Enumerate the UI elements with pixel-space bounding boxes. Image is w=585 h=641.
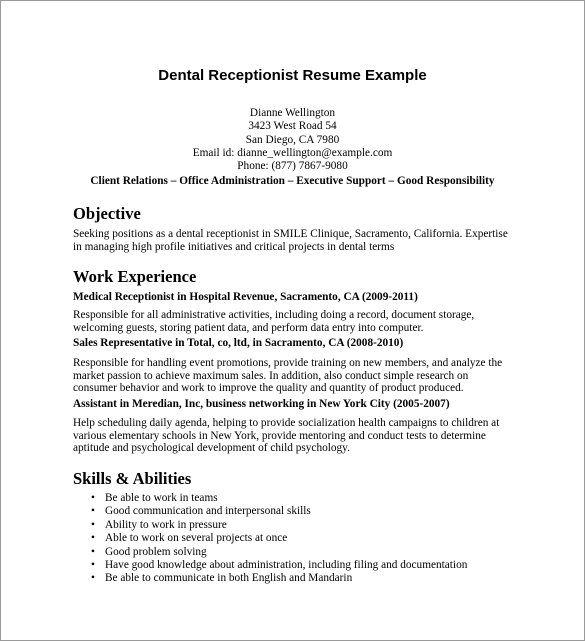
- skill-text: Be able to communicate in both English and Mandarin: [105, 572, 353, 585]
- highlights-line: Client Relations – Office Administration – Executive Support – Good Responsibility: [90, 175, 495, 187]
- list-item: [91, 492, 467, 505]
- work-experience-heading: Work Experience: [73, 267, 197, 286]
- contact-email: Email id: dianne_wellington@example.com: [192, 146, 393, 159]
- job-description: Responsible for all administrative activities, including doing a record, document storage, welcoming guests, storing patient data, and perform data entry into computer.: [73, 309, 475, 334]
- document-title: Dental Receptionist Resume Example: [158, 67, 427, 84]
- skills-heading: Skills & Abilities: [73, 469, 192, 488]
- list-item: [91, 505, 467, 518]
- list-item: [91, 519, 467, 532]
- bullet-icon: •: [91, 505, 95, 518]
- skills-list: [91, 492, 467, 586]
- list-item: [91, 559, 467, 572]
- bullet-icon: •: [91, 492, 95, 504]
- objective-text: Seeking positions as a dental receptionist in SMILE Clinique, Sacramento, California. Expertise in managing high profile initiatives and critical projects in dental terms: [73, 228, 508, 253]
- skill-text: Have good knowledge about administration, including filing and documentation: [105, 559, 468, 572]
- job-title: Assistant in Meredian, Inc, business networking in New York City (2005-2007): [73, 398, 450, 410]
- contact-block: [1, 107, 584, 173]
- bullet-icon: •: [91, 532, 95, 545]
- job-title: Medical Receptionist in Hospital Revenue, Sacramento, CA (2009-2011): [73, 291, 418, 303]
- skill-text: Be able to work in teams: [105, 492, 218, 504]
- bullet-icon: •: [91, 572, 95, 585]
- bullet-icon: •: [91, 518, 95, 531]
- objective-heading: Objective: [73, 204, 141, 223]
- list-item: [91, 572, 467, 585]
- contact-phone: Phone: (877) 7867-9080: [237, 160, 348, 173]
- job-description: Responsible for handling event promotions, provide training on new members, and analyze the market passion to achieve maximum sales. In addition, also conduct simple research on consumer behavior and work to improve the quality and quantity of product produced.: [73, 357, 503, 395]
- contact-city: San Diego, CA 7980: [245, 133, 340, 146]
- skill-text: Ability to work in pressure: [105, 518, 227, 531]
- contact-street: 3423 West Road 54: [248, 120, 337, 133]
- skill-text: Good communication and interpersonal skills: [105, 505, 311, 518]
- skill-text: Able to work on several projects at once: [105, 532, 288, 545]
- list-item: [91, 546, 467, 559]
- job-title: Sales Representative in Total, co, ltd, in Sacramento, CA (2008-2010): [73, 337, 404, 349]
- skill-text: Good problem solving: [105, 545, 207, 558]
- contact-name: Dianne Wellington: [249, 107, 336, 119]
- list-item: [91, 532, 467, 545]
- bullet-icon: •: [91, 545, 95, 558]
- bullet-icon: •: [91, 559, 95, 572]
- job-description: Help scheduling daily agenda, helping to provide socialization health campaigns to children at various elementary schools in New York, provide mentoring and conduct tests to determine aptitude and psychological development of child psychology.: [73, 417, 500, 455]
